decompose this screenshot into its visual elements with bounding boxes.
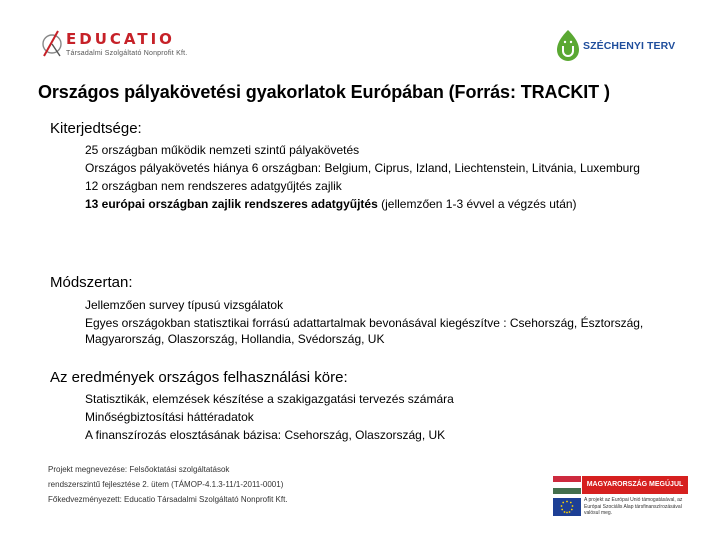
section-list-felhasznalas: [85, 391, 645, 445]
project-footer: [48, 462, 288, 507]
hungarian-flag-icon: [553, 476, 581, 494]
list-item: [85, 196, 645, 212]
footer-line: Projekt megnevezése: Felsőoktatási szolgáltatások: [48, 465, 230, 474]
list-item-bold: 13 európai országban zajlik rendszeres adatgyűjtés: [85, 197, 378, 211]
section-list-kiterjedtseg: [85, 142, 645, 214]
eu-flag-icon: [553, 498, 581, 516]
list-item-rest: (jellemzően 1-3 évvel a végzés után): [377, 197, 577, 211]
szechenyi-terv-label: SZÉCHENYI TERV: [583, 40, 676, 52]
section-heading-kiterjedtseg: Kiterjedtsége:: [50, 120, 142, 137]
list-item: Jellemzően survey típusú vizsgálatok: [85, 298, 284, 312]
page-title: Országos pályakövetési gyakorlatok Európában (Forrás: TRACKIT ): [38, 82, 610, 102]
szechenyi-drop-icon: [556, 28, 580, 62]
section-heading-modszertan: Módszertan:: [50, 274, 133, 291]
list-item: Egyes országokban statisztikai forrású adattartalmak bevonásával kiegészítve : Csehország, Észtország, Magyarország, Olaszország, Hollandia, Svédország, UK: [85, 316, 644, 346]
list-item: 12 országban nem rendszeres adatgyűjtés zajlik: [85, 179, 342, 193]
educatio-subtitle: Társadalmi Szolgáltató Nonprofit Kft.: [66, 50, 188, 57]
list-item: Országos pályakövetés hiánya 6 országban: Belgium, Ciprus, Izland, Liechtenstein, Litvánia, Luxemburg: [85, 161, 640, 175]
footer-line: Főkedvezményezett: Educatio Társadalmi Szolgáltató Nonprofit Kft.: [48, 495, 288, 504]
list-item: 25 országban működik nemzeti szintű pályakövetés: [85, 143, 360, 157]
list-item: A finanszírozás elosztásának bázisa: Csehország, Olaszország, UK: [85, 428, 446, 442]
footer-line: rendszerszintű fejlesztése 2. ütem (TÁMOP-4.1.3-11/1-2011-0001): [48, 480, 284, 489]
magyarorszag-megujul-badge: MAGYARORSZÁG MEGÚJUL: [582, 476, 688, 494]
educatio-compass-icon: [40, 26, 64, 62]
list-item: Statisztikák, elemzések készítése a szakigazgatási tervezés számára: [85, 392, 454, 406]
eu-funding-text: A projekt az Európai Unió támogatásával, az Európai Szociális Alap társfinanszírozásával valósul meg.: [584, 497, 683, 516]
educatio-logo: [40, 26, 210, 68]
educatio-name: EDUCATIO: [66, 30, 175, 48]
szechenyi-terv-logo: [556, 28, 696, 64]
section-list-modszertan: [85, 297, 645, 349]
list-item: Minőségbiztosítási háttéradatok: [85, 410, 254, 424]
section-heading-felhasznalas: Az eredmények országos felhasználási köre:: [50, 369, 348, 386]
